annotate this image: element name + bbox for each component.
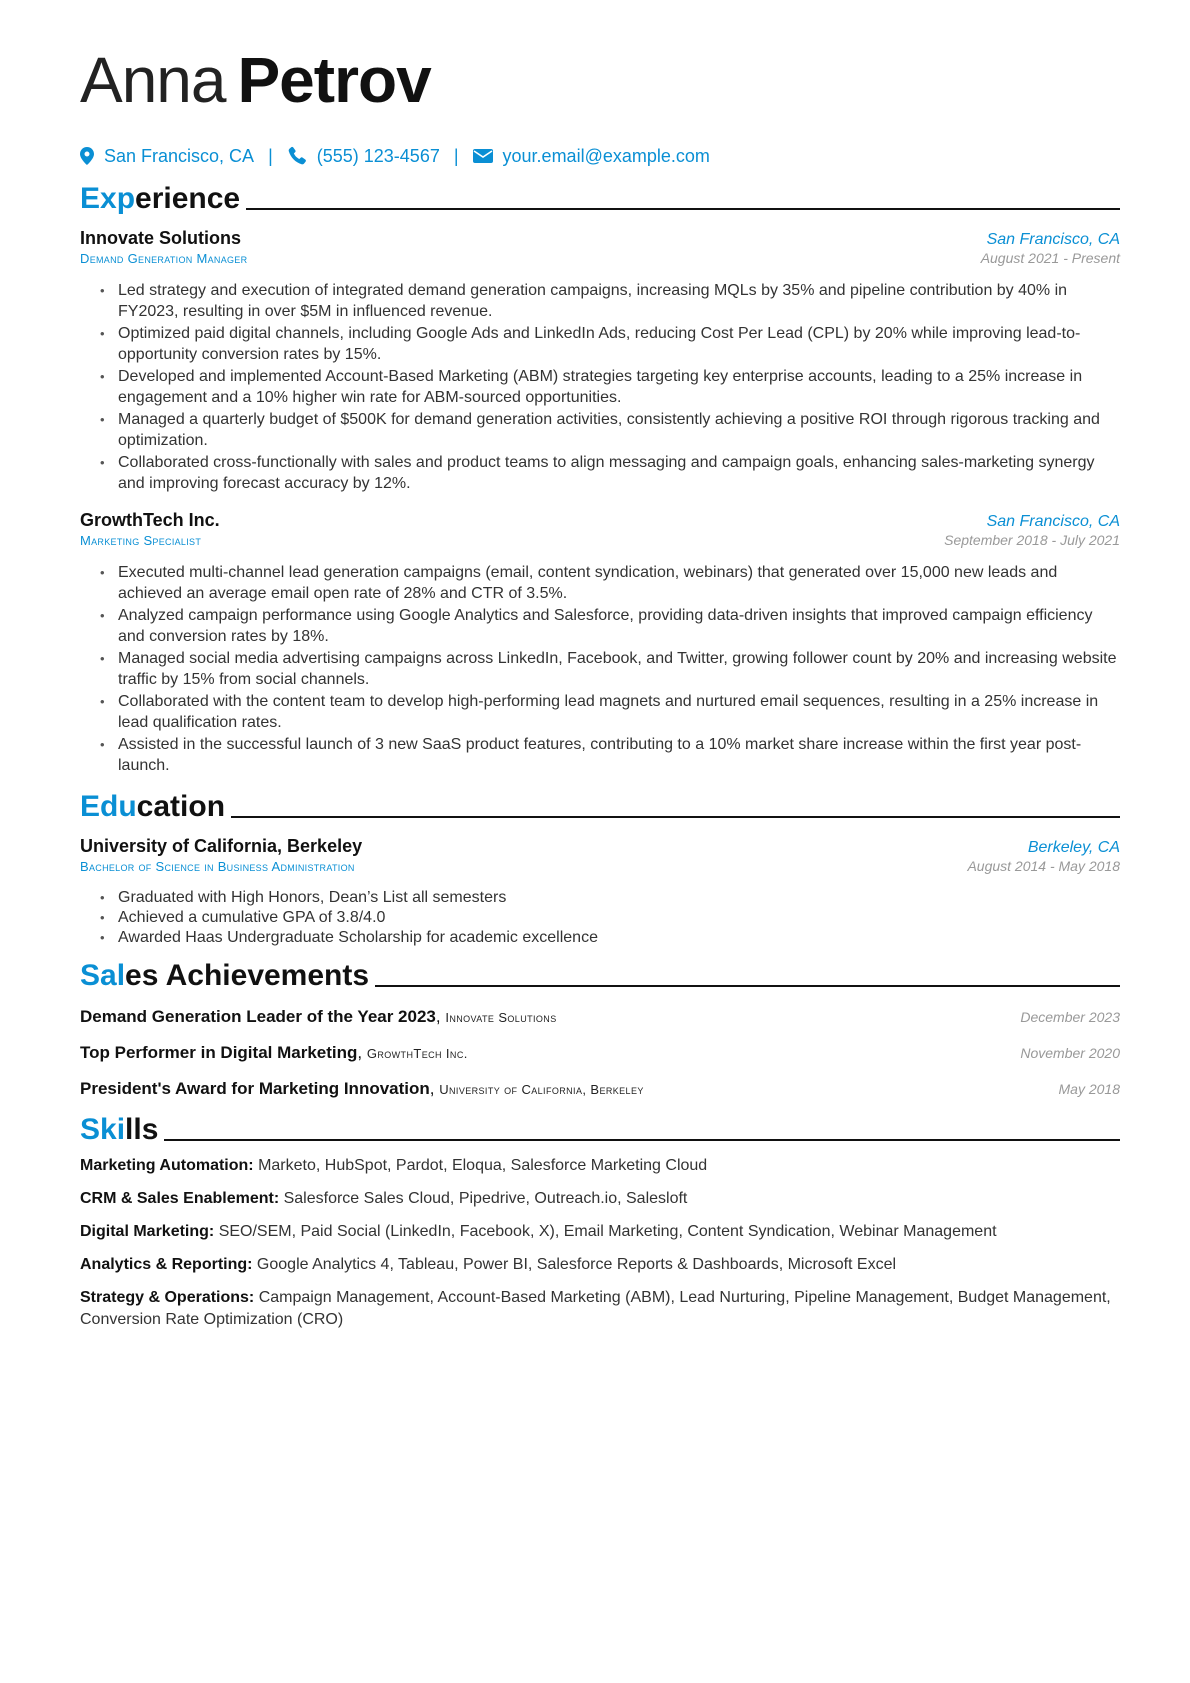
skill-value: Marketo, HubSpot, Pardot, Eloqua, Salesforce Marketing Cloud bbox=[258, 1157, 708, 1174]
section-title: Education bbox=[80, 790, 226, 823]
entry-org: Innovate Solutions bbox=[80, 228, 242, 248]
contact-email[interactable] bbox=[473, 146, 710, 167]
entry-location: Berkeley, CA bbox=[1027, 839, 1120, 856]
section-rule bbox=[375, 985, 1120, 987]
phone-text: (555) 123-4567 bbox=[316, 145, 440, 166]
entry-org: University of California, Berkeley bbox=[80, 836, 363, 856]
candidate-name bbox=[80, 40, 1120, 120]
bullet-item: • Achieved a cumulative GPA of 3.8/4.0 bbox=[100, 908, 1120, 927]
skill-value: Salesforce Sales Cloud, Pipedrive, Outreach.io, Salesloft bbox=[283, 1190, 688, 1207]
entry-bullets bbox=[80, 280, 1120, 494]
contact-line bbox=[80, 142, 1120, 170]
entry-org: GrowthTech Inc. bbox=[80, 510, 220, 530]
achievement-date: December 2023 bbox=[1020, 1009, 1120, 1025]
contact-separator: | bbox=[453, 145, 459, 166]
skill-row bbox=[80, 1221, 1120, 1243]
phone-icon bbox=[287, 146, 307, 166]
entry-dates: August 2021 - Present bbox=[980, 250, 1120, 266]
skill-row bbox=[80, 1155, 1120, 1177]
achievement-item: Demand Generation Leader of the Year 2023, Innovate Solutions December 2023 bbox=[80, 1007, 1120, 1026]
bullet-item: • Optimized paid digital channels, including Google Ads and LinkedIn Ads, reducing Cost Per Lead (CPL) by 20% while improving lead-to-opportunity conversion rates by 15%. bbox=[100, 323, 1120, 365]
bullet-item: • Analyzed campaign performance using Google Analytics and Salesforce, providing data-driven insights that improved campaign efficiency and conversion rates by 18%. bbox=[100, 605, 1120, 647]
bullet-item: • Executed multi-channel lead generation campaigns (email, content syndication, webinars) that generated over 15,000 new leads and achieved an average email open rate of 28% and CTR of 3.5%. bbox=[100, 562, 1120, 604]
experience-entry bbox=[80, 510, 1120, 776]
achievement-title: Top Performer in Digital Marketing bbox=[80, 1043, 358, 1062]
envelope-icon bbox=[473, 148, 493, 164]
section-rule bbox=[246, 208, 1120, 210]
entry-bullets bbox=[80, 562, 1120, 776]
bullet-item: • Managed a quarterly budget of $500K for demand generation activities, consistently achieving a positive ROI through rigorous tracking and optimization. bbox=[100, 409, 1120, 451]
entry-role: Bachelor of Science in Business Administration bbox=[80, 859, 355, 874]
bullet-item: • Collaborated cross-functionally with sales and product teams to align messaging and campaign goals, enhancing sales-marketing synergy and improving forecast accuracy by 12%. bbox=[100, 452, 1120, 494]
entry-role: Marketing Specialist bbox=[80, 533, 202, 548]
achievement-title: President's Award for Marketing Innovation bbox=[80, 1079, 430, 1098]
section-rule bbox=[164, 1139, 1120, 1141]
bullet-item: • Managed social media advertising campaigns across LinkedIn, Facebook, and Twitter, growing follower count by 20% and increasing website traffic by 15% from social channels. bbox=[100, 648, 1120, 690]
skill-value: Google Analytics 4, Tableau, Power BI, Salesforce Reports & Dashboards, Microsoft Excel bbox=[256, 1256, 897, 1273]
skill-label: Analytics & Reporting: bbox=[80, 1256, 253, 1273]
section-rule bbox=[231, 816, 1120, 818]
education-entry bbox=[80, 836, 1120, 947]
contact-separator: | bbox=[268, 145, 273, 166]
skill-label: Strategy & Operations: bbox=[80, 1289, 255, 1306]
achievement-item: Top Performer in Digital Marketing, GrowthTech Inc. November 2020 bbox=[80, 1043, 1120, 1062]
entry-dates: September 2018 - July 2021 bbox=[944, 532, 1120, 548]
first-name: Anna bbox=[80, 44, 226, 116]
achievement-date: May 2018 bbox=[1058, 1081, 1120, 1097]
achievement-title: Demand Generation Leader of the Year 2023 bbox=[80, 1007, 436, 1026]
bullet-item: • Assisted in the successful launch of 3 new SaaS product features, contributing to a 10% market share increase within the first year post-launch. bbox=[100, 734, 1120, 776]
skill-label: CRM & Sales Enablement: bbox=[80, 1190, 280, 1207]
entry-location: San Francisco, CA bbox=[986, 513, 1120, 530]
bullet-item: • Developed and implemented Account-Based Marketing (ABM) strategies targeting key enterprise accounts, leading to a 25% increase in engagement and a 10% higher win rate for ABM-sourced opportunities. bbox=[100, 366, 1120, 408]
skills-section-heading bbox=[80, 1107, 1120, 1147]
last-name: Petrov bbox=[237, 44, 431, 116]
entry-role: Demand Generation Manager bbox=[80, 251, 248, 266]
entry-location: San Francisco, CA bbox=[986, 231, 1120, 248]
email-text: your.email@example.com bbox=[502, 145, 710, 166]
location-text: San Francisco, CA bbox=[104, 145, 255, 166]
skill-row bbox=[80, 1188, 1120, 1210]
entry-dates: August 2014 - May 2018 bbox=[967, 858, 1120, 874]
map-marker-icon bbox=[80, 147, 94, 165]
bullet-item: • Awarded Haas Undergraduate Scholarship for academic excellence bbox=[100, 928, 1120, 947]
contact-phone[interactable] bbox=[287, 146, 440, 167]
achievement-org: University of California, Berkeley bbox=[439, 1082, 644, 1097]
contact-location bbox=[80, 146, 254, 167]
experience-section-heading bbox=[80, 176, 1120, 216]
education-section-heading bbox=[80, 784, 1120, 824]
achievement-org: GrowthTech Inc. bbox=[366, 1046, 468, 1061]
skill-row bbox=[80, 1287, 1120, 1331]
achievements-section-heading bbox=[80, 953, 1120, 993]
skill-value: SEO/SEM, Paid Social (LinkedIn, Facebook, X), Email Marketing, Content Syndication, Webinar Management bbox=[218, 1223, 997, 1240]
skill-value: Campaign Management, Account-Based Marketing (ABM), Lead Nurturing, Pipeline Management, Budget Management, Conversion Rate Optimization (CRO) bbox=[80, 1289, 1111, 1328]
section-title: Experience bbox=[80, 182, 241, 215]
bullet-item: • Led strategy and execution of integrated demand generation campaigns, increasing MQLs by 35% and pipeline contribution by 40% in FY2023, resulting in over $5M in influenced revenue. bbox=[100, 280, 1120, 322]
skill-label: Digital Marketing: bbox=[80, 1223, 215, 1240]
section-title: Sales Achievements bbox=[80, 959, 370, 992]
skill-row bbox=[80, 1254, 1120, 1276]
experience-entry bbox=[80, 228, 1120, 494]
entry-bullets bbox=[80, 888, 1120, 947]
bullet-item: • Collaborated with the content team to develop high-performing lead magnets and nurtured email sequences, resulting in a 25% increase in lead qualification rates. bbox=[100, 691, 1120, 733]
achievement-org: Innovate Solutions bbox=[445, 1010, 557, 1025]
skill-label: Marketing Automation: bbox=[80, 1157, 254, 1174]
achievement-item: President's Award for Marketing Innovation, University of California, Berkeley May 2018 bbox=[80, 1079, 1120, 1098]
achievement-date: November 2020 bbox=[1020, 1045, 1120, 1061]
section-title: Skills bbox=[80, 1113, 159, 1146]
bullet-item: • Graduated with High Honors, Dean’s List all semesters bbox=[100, 888, 1120, 907]
